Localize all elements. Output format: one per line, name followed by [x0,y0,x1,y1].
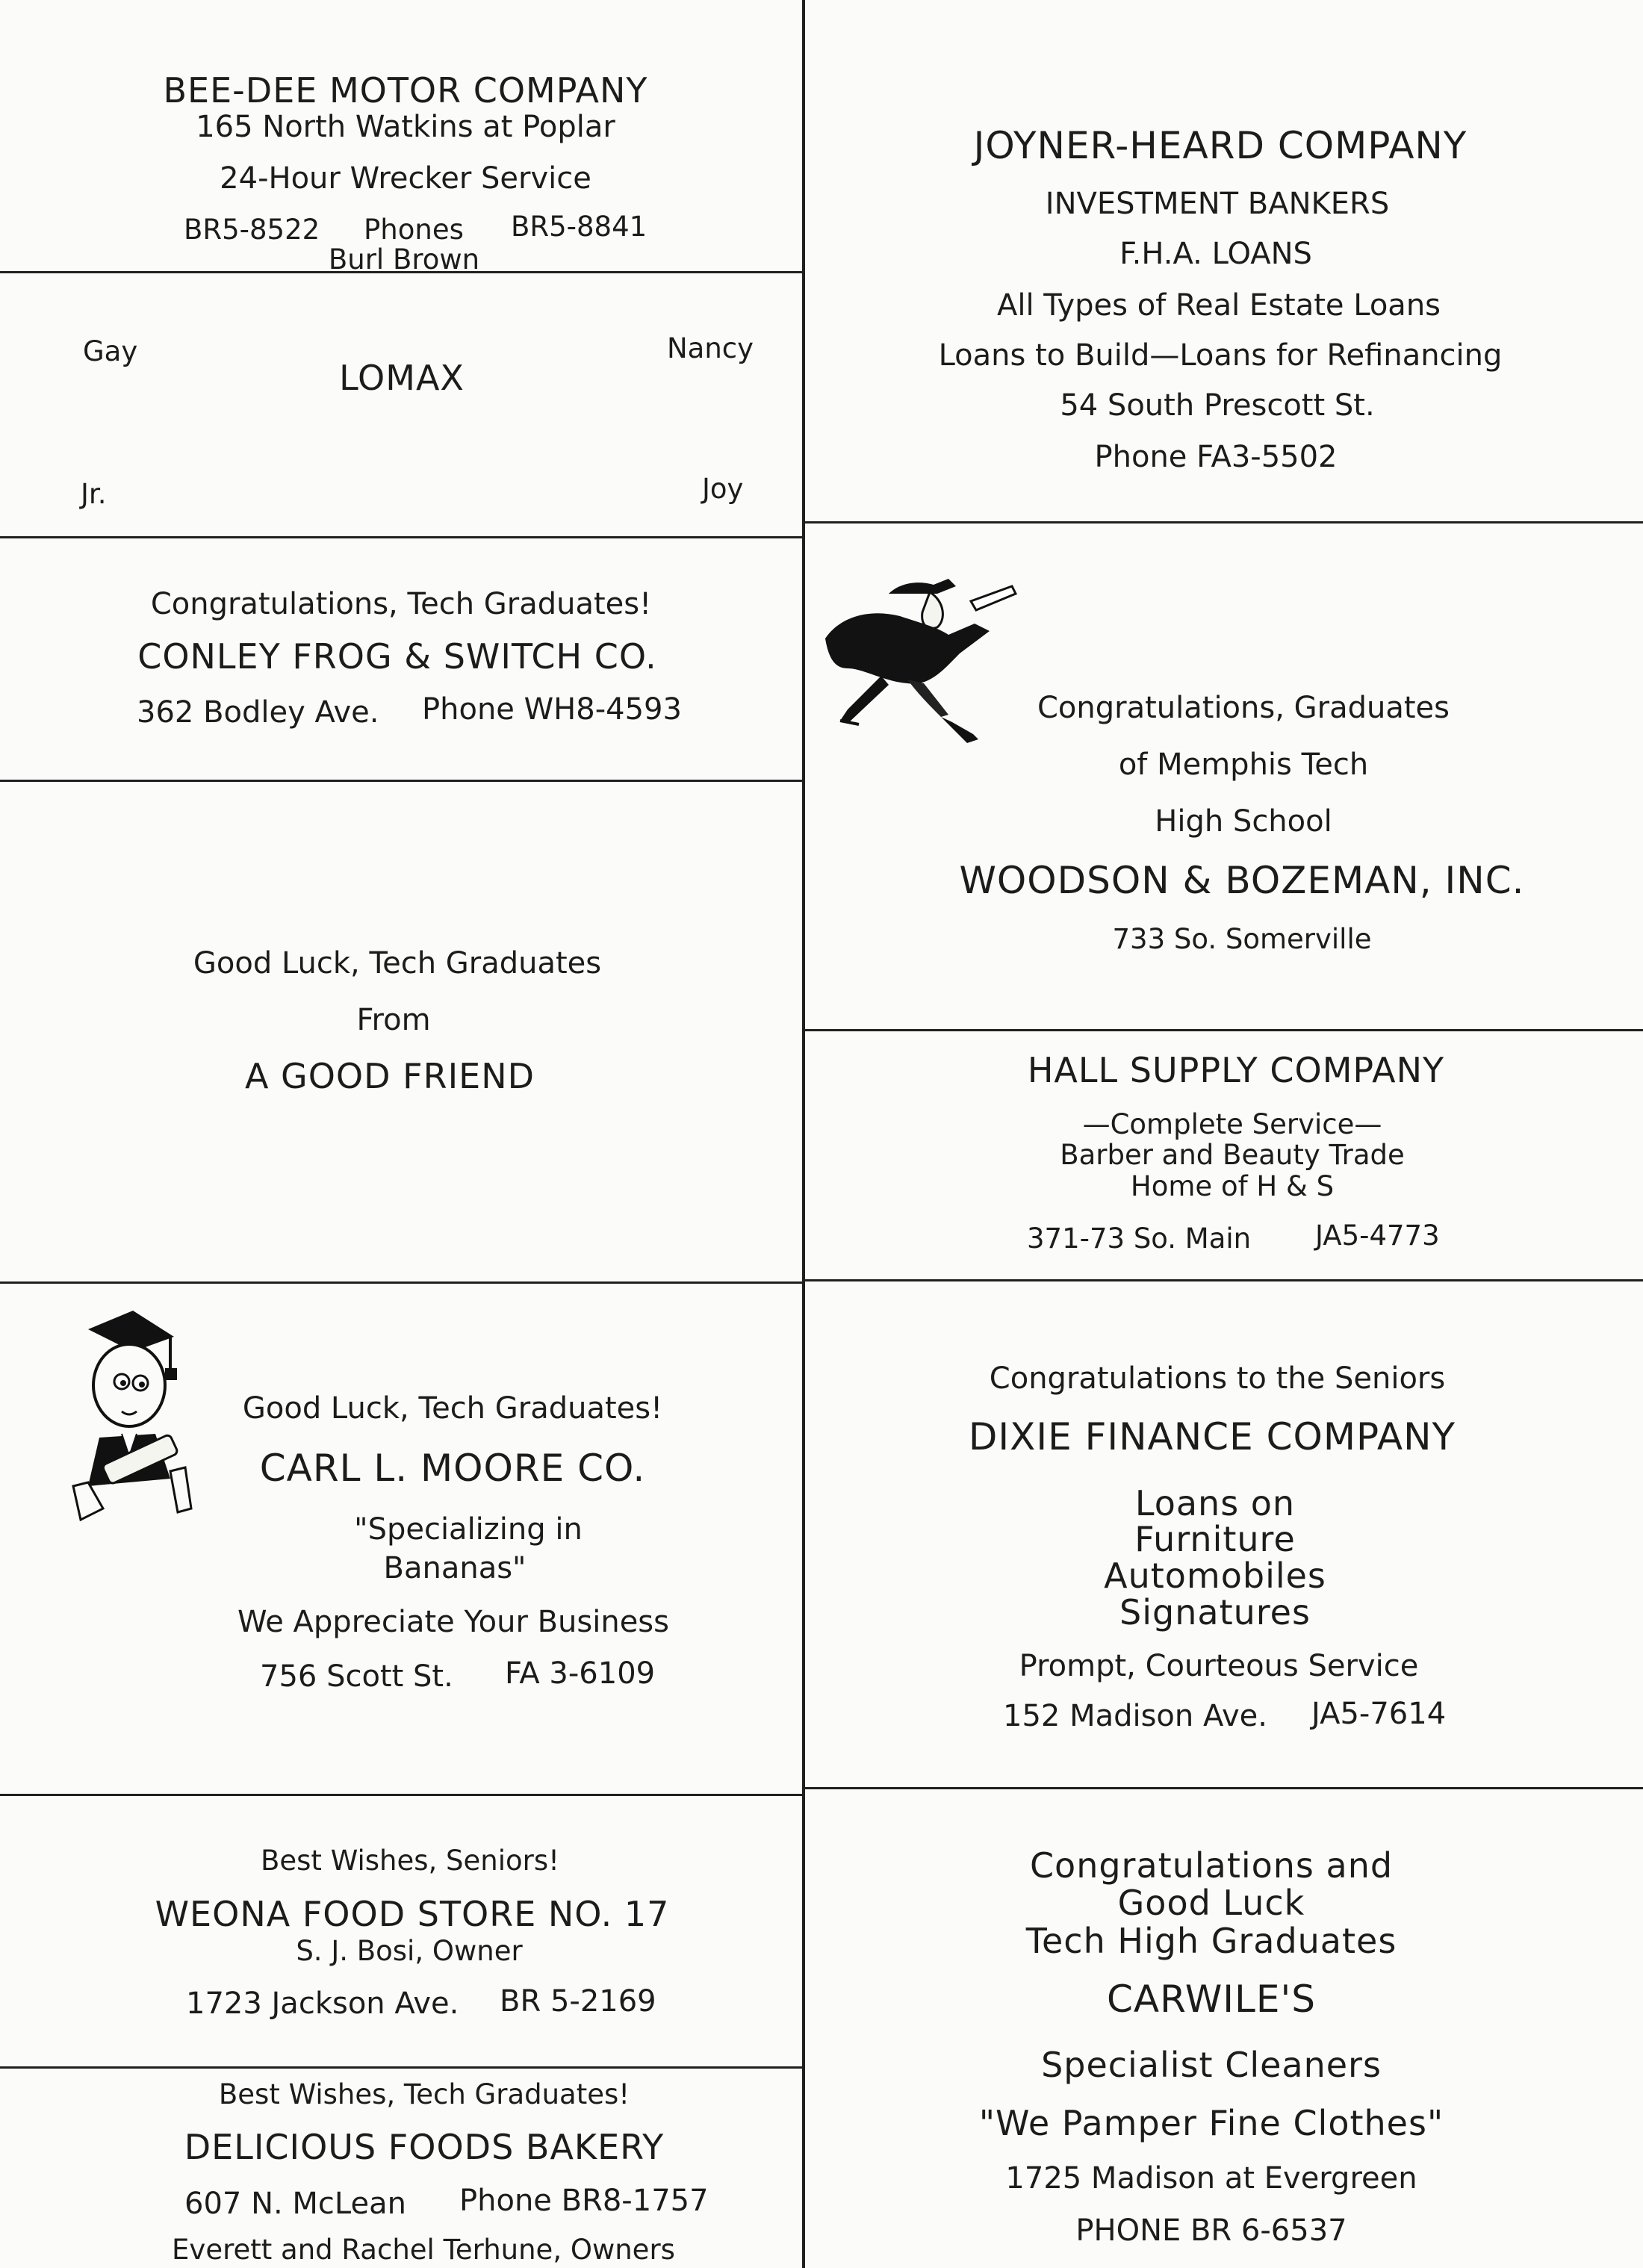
service-line: Prompt, Courteous Service [1019,1649,1419,1683]
slogan: Bananas" [383,1551,527,1585]
company-name: WOODSON & BOZEMAN, INC. [959,859,1525,902]
divider-right-4 [804,1787,1643,1789]
line: All Types of Real Estate Loans [996,288,1441,323]
company-name: WEONA FOOD STORE NO. 17 [155,1894,670,1934]
company-name: JOYNER-HEARD COMPANY [973,124,1467,167]
divider-left-6 [0,2066,804,2069]
line: Congratulations and [1029,1845,1394,1886]
phone-number: BR5-8522 [184,214,320,246]
address: 1723 Jackson Ave. [186,1986,459,2021]
company-name: CONLEY FROG & SWITCH CO. [137,636,657,677]
running-graduate-illustration [818,556,1042,758]
divider-left-4 [0,1281,804,1284]
address: 756 Scott St. [260,1659,453,1694]
phone: Phone FA3-5502 [1094,440,1338,474]
phone: BR 5-2169 [500,1984,656,2019]
phone: FA 3-6109 [505,1656,656,1691]
address: 165 North Watkins at Poplar [196,110,615,144]
line: Tech High Graduates [1025,1921,1397,1961]
company-name: CARWILE'S [1107,1977,1316,2021]
family-name-jr: Jr. [81,478,107,510]
address: 607 N. McLean [184,2187,406,2221]
divider-left-2 [0,536,804,538]
greeting: Good Luck, Tech Graduates! [242,1391,663,1426]
line: Loans on [1134,1483,1296,1523]
owners: Everett and Rachel Terhune, Owners [172,2234,675,2266]
line: High School [1155,804,1332,839]
address: 1725 Madison at Evergreen [1005,2161,1417,2196]
divider-left-3 [0,780,804,782]
divider-left-5 [0,1794,804,1796]
line: —Complete Service— [1082,1108,1382,1140]
line: INVESTMENT BANKERS [1045,187,1390,221]
line: Automobiles [1104,1556,1326,1596]
company-name: BEE-DEE MOTOR COMPANY [163,70,648,111]
line: Barber and Beauty Trade [1060,1139,1405,1171]
company-name: DIXIE FINANCE COMPANY [968,1415,1456,1458]
line: Furniture [1134,1519,1296,1559]
family-name-nancy: Nancy [667,332,754,364]
graduate-boy-illustration [58,1307,200,1546]
owner: S. J. Bosi, Owner [296,1935,523,1967]
company-name: HALL SUPPLY COMPANY [1027,1050,1445,1090]
address: 733 So. Somerville [1112,923,1372,955]
family-name-joy: Joy [702,473,744,505]
sponsor-name: A GOOD FRIEND [244,1056,535,1096]
family-name-gay: Gay [83,335,138,367]
slogan: "We Pamper Fine Clothes" [978,2103,1444,2143]
address: 362 Bodley Ave. [137,695,379,730]
phone: Phone BR8-1757 [459,2184,709,2218]
line: Good Luck, Tech Graduates [193,946,602,981]
company-name: CARL L. MOORE CO. [259,1447,646,1490]
phone: JA5-4773 [1315,1220,1440,1252]
phone-number: BR5-8841 [511,211,647,243]
line: We Appreciate Your Business [237,1605,669,1639]
company-name: DELICIOUS FOODS BAKERY [184,2127,665,2167]
greeting: Congratulations to the Seniors [989,1361,1446,1396]
greeting: Best Wishes, Seniors! [261,1845,559,1877]
family-surname: LOMAX [339,358,465,398]
greeting: Best Wishes, Tech Graduates! [218,2078,630,2110]
divider-right-3 [804,1279,1643,1281]
column-divider [802,0,805,2268]
line: Congratulations, Graduates [1037,691,1450,725]
address: 152 Madison Ave. [1003,1699,1267,1733]
phones-label: Phones [364,214,464,246]
line: From [356,1003,431,1037]
line: Home of H & S [1130,1170,1335,1202]
divider-right-1 [804,521,1643,523]
phone: PHONE BR 6-6537 [1075,2213,1347,2248]
contact-name: Burl Brown [328,243,480,276]
slogan: "Specializing in [354,1512,583,1547]
phone: JA5-7614 [1311,1697,1447,1731]
divider-right-2 [804,1029,1643,1031]
phone: Phone WH8-4593 [422,692,682,727]
line: Specialist Cleaners [1041,2045,1382,2085]
address: 371-73 So. Main [1027,1222,1252,1255]
service-line: 24-Hour Wrecker Service [220,161,591,196]
address: 54 South Prescott St. [1060,388,1375,423]
line: Loans to Build—Loans for Refinancing [938,338,1503,373]
line: Good Luck [1117,1883,1305,1923]
line: F.H.A. LOANS [1119,237,1312,271]
line: of Memphis Tech [1118,748,1369,782]
line: Signatures [1119,1592,1311,1632]
greeting: Congratulations, Tech Graduates! [150,587,652,621]
